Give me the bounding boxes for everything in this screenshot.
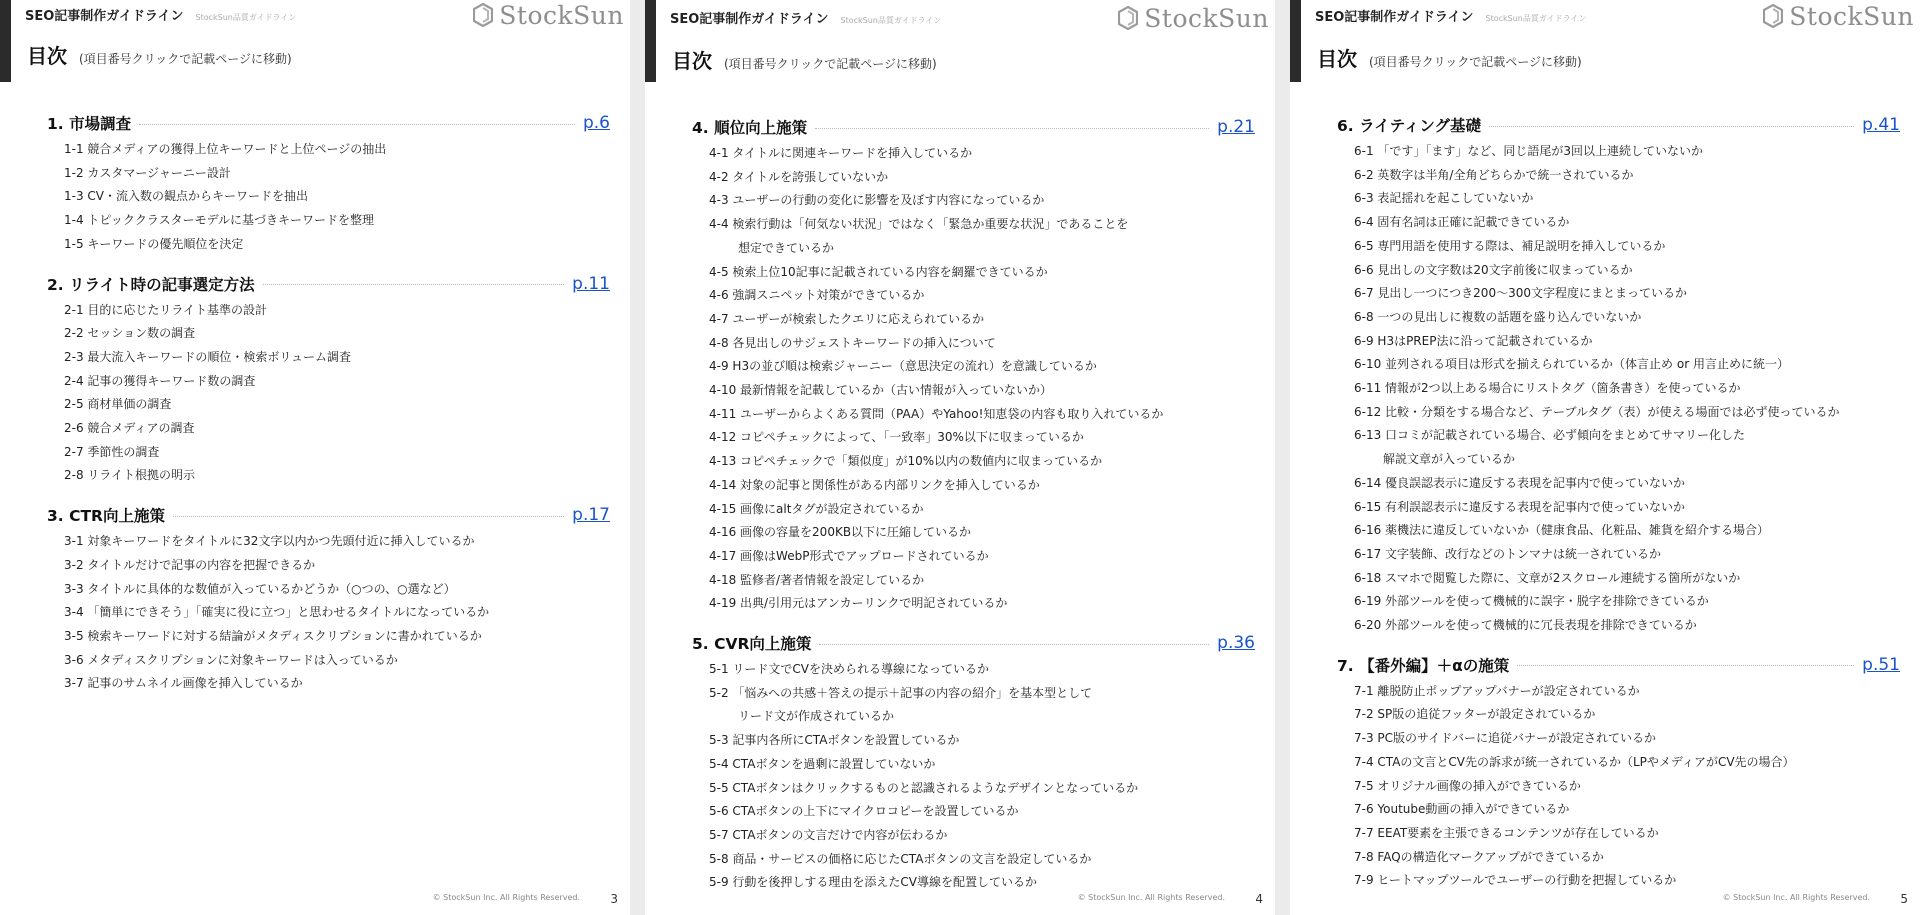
section-page-link[interactable]: p.17 [572, 505, 610, 526]
toc-item[interactable]: 5-3 記事内各所にCTAボタンを設置しているか [709, 733, 960, 748]
toc-item[interactable]: 3-7 記事のサムネイル画像を挿入しているか [64, 676, 303, 691]
toc-item[interactable]: 2-1 目的に応じたリライト基準の設計 [64, 302, 268, 317]
toc-item[interactable]: 1-5 キーワードの優先順位を決定 [64, 236, 244, 251]
toc-item[interactable]: 6-6 見出しの文字数は20文字前後に収まっているか [1354, 262, 1633, 277]
toc-item[interactable]: 5-1 リード文でCVを決められる導線になっているか [709, 662, 990, 677]
toc-item[interactable]: 6-11 情報が2つ以上ある場合にリストタグ（箇条書き）を使っているか [1354, 381, 1741, 396]
page-accent-bar [1290, 0, 1301, 82]
toc-item[interactable]: 5-6 CTAボタンの上下にマイクロコピーを設置しているか [709, 804, 1019, 819]
toc-item[interactable]: 6-17 文字装飾、改行などのトンマナは統一されているか [1354, 546, 1662, 561]
logo-hexagon-icon [1118, 6, 1138, 30]
toc-item[interactable]: 7-9 ヒートマップツールでユーザーの行動を把握しているか [1354, 873, 1677, 888]
toc-heading: 目次 (項目番号クリックで記載ページに移動) [27, 44, 292, 68]
toc-item[interactable]: 6-1 「です」「ます」など、同じ語尾が3回以上連続していないか [1354, 144, 1704, 158]
dot-leader [263, 284, 565, 285]
toc-section [1337, 112, 1900, 638]
section-title[interactable]: 1. 市場調査 [47, 115, 132, 133]
toc-item[interactable]: 4-5 検索上位10記事に記載されている内容を網羅できているか [709, 264, 1048, 279]
toc-item[interactable]: 6-13 口コミが記載されている場合、必ず傾向をまとめてサマリー化した [1354, 428, 1746, 443]
toc-item[interactable]: 3-5 検索キーワードに対する結論がメタディスクリプションに書かれているか [64, 628, 482, 643]
toc-item[interactable]: 7-5 オリジナル画像の挿入ができているか [1354, 778, 1581, 793]
toc-section [47, 502, 610, 696]
toc-item-list [692, 142, 1255, 616]
toc-item-continuation: 解説文章が入っているか [1383, 452, 1516, 467]
toc-item[interactable]: 6-19 外部ツールを使って機械的に誤字・脱字を排除できているか [1354, 594, 1709, 609]
toc-item[interactable]: 7-3 PC版のサイドバーに追従バナーが設定されているか [1354, 731, 1656, 746]
doc-header-title: SEO記事制作ガイドライン StockSun品質ガイドライン [25, 9, 297, 24]
toc-content [692, 114, 1255, 895]
doc-header-subtitle: StockSun品質ガイドライン [840, 16, 942, 25]
toc-item[interactable]: 6-15 有利誤認表示に違反する表現を記事内で使っていないか [1354, 499, 1686, 514]
section-page-link[interactable]: p.51 [1862, 654, 1900, 675]
stocksun-logo [1118, 3, 1269, 33]
dot-leader [1517, 665, 1854, 666]
toc-section [692, 630, 1255, 895]
toc-item[interactable]: 7-1 離脱防止ポップアップバナーが設定されているか [1354, 683, 1640, 698]
section-title[interactable]: 5. CVR向上施策 [692, 635, 812, 654]
toc-item-list [692, 658, 1255, 895]
doc-header-subtitle: StockSun品質ガイドライン [195, 13, 297, 22]
copyright-footer: © StockSun Inc. All Rights Reserved. [1077, 893, 1225, 902]
logo-text: StockSun [1789, 1, 1914, 31]
page-number: 4 [1255, 892, 1263, 906]
toc-item[interactable]: 2-8 リライト根拠の明示 [64, 468, 196, 483]
toc-item-list [47, 299, 610, 489]
toc-item[interactable]: 4-8 各見出しのサジェストキーワードの挿入について [709, 335, 996, 350]
toc-item[interactable]: 5-7 CTAボタンの文言だけで内容が伝わるか [709, 827, 948, 842]
toc-note: (項目番号クリックで記載ページに移動) [79, 52, 292, 66]
section-title[interactable]: 3. CTR向上施策 [47, 507, 165, 526]
dot-leader [1489, 126, 1854, 127]
stocksun-logo [473, 0, 624, 30]
toc-item[interactable]: 4-19 出典/引用元はアンカーリンクで明記されているか [709, 596, 1008, 611]
stocksun-logo [1763, 1, 1914, 31]
toc-item[interactable]: 7-8 FAQの構造化マークアップができているか [1354, 849, 1604, 864]
toc-item[interactable]: 6-10 並列される項目は形式を揃えられているか（体言止め or 用言止めに統一） [1354, 357, 1789, 372]
toc-content [47, 110, 610, 696]
toc-item[interactable]: 7-2 SP版の追従フッターが設定されているか [1354, 707, 1596, 722]
toc-item[interactable]: 7-7 EEAT要素を主張できるコンテンツが存在しているか [1354, 825, 1659, 840]
toc-item[interactable]: 5-4 CTAボタンを過剰に設置していないか [709, 756, 936, 771]
page-5 [1290, 0, 1920, 915]
section-title[interactable]: 4. 順位向上施策 [692, 119, 808, 137]
toc-item[interactable]: 4-13 コピペチェックで「類似度」が10%以内の数値内に収まっているか [709, 454, 1103, 469]
dot-leader [173, 516, 564, 517]
logo-text: StockSun [1144, 3, 1269, 33]
toc-item[interactable]: 4-6 強調スニペット対策ができているか [709, 288, 925, 303]
toc-item-list [47, 530, 610, 696]
page-accent-bar [0, 0, 11, 82]
toc-item[interactable]: 4-1 タイトルに関連キーワードを挿入しているか [709, 146, 973, 160]
copyright-footer: © StockSun Inc. All Rights Reserved. [432, 893, 580, 902]
toc-item[interactable]: 4-12 コピペチェックによって、「一致率」30%以下に収まっているか [709, 430, 1084, 445]
dot-leader [819, 644, 1209, 645]
toc-item-continuation: 想定できているか [738, 240, 835, 255]
toc-item[interactable]: 4-10 最新情報を記載しているか（古い情報が入っていないか） [709, 383, 1053, 398]
toc-note: (項目番号クリックで記載ページに移動) [724, 57, 937, 71]
toc-item[interactable]: 2-5 商材単価の調査 [64, 397, 172, 412]
page-4 [645, 0, 1275, 915]
toc-content [1337, 112, 1900, 893]
toc-item[interactable]: 4-16 画像の容量を200KB以下に圧縮しているか [709, 525, 972, 540]
toc-section [47, 110, 610, 257]
toc-item[interactable]: 6-4 固有名詞は正確に記載できているか [1354, 215, 1570, 230]
toc-item[interactable]: 6-12 比較・分類をする場合など、テーブルタグ（表）が使える場面では必ず使っているか [1354, 404, 1840, 419]
dot-leader [815, 128, 1209, 129]
toc-item[interactable]: 5-9 行動を後押しする理由を添えたCV導線を配置しているか [709, 875, 1038, 890]
toc-item[interactable]: 1-1 競合メディアの獲得上位キーワードと上位ページの抽出 [64, 142, 387, 156]
doc-header-title: SEO記事制作ガイドライン StockSun品質ガイドライン [1315, 10, 1587, 25]
toc-item[interactable]: 4-4 検索行動は「何気ない状況」ではなく「緊急か重要な状況」であることを [709, 217, 1129, 232]
toc-item[interactable]: 6-9 H3はPREP法に沿って記載されているか [1354, 333, 1593, 348]
toc-item[interactable]: 6-8 一つの見出しに複数の話題を盛り込んでいないか [1354, 309, 1642, 324]
doc-header-title: SEO記事制作ガイドライン StockSun品質ガイドライン [670, 12, 942, 27]
toc-item[interactable]: 7-6 Youtube動画の挿入ができているか [1354, 802, 1570, 817]
toc-item[interactable]: 2-6 競合メディアの調査 [64, 421, 195, 436]
toc-item-list [1337, 140, 1900, 638]
toc-item[interactable]: 1-3 CV・流入数の観点からキーワードを抽出 [64, 189, 309, 204]
toc-section [47, 271, 610, 489]
toc-item[interactable]: 4-7 ユーザーが検索したクエリに応えられているか [709, 311, 985, 326]
section-title[interactable]: 2. リライト時の記事選定方法 [47, 275, 255, 294]
toc-item[interactable]: 4-11 ユーザーからよくある質問（PAA）やYahoo!知恵袋の内容も取り入れているか [709, 406, 1164, 421]
toc-item[interactable]: 2-2 セッション数の調査 [64, 326, 196, 341]
toc-item[interactable]: 7-4 CTAの文言とCV先の訴求が統一されているか（LPやメディアがCV先の場合） [1354, 754, 1795, 769]
page-accent-bar [645, 0, 656, 82]
toc-item[interactable]: 4-9 H3の並び順は検索ジャーニー（意思決定の流れ）を意識しているか [709, 359, 1097, 374]
toc-item[interactable]: 4-2 タイトルを誇張していないか [709, 169, 889, 184]
page-number: 3 [610, 892, 618, 906]
logo-hexagon-icon [473, 3, 493, 27]
toc-item[interactable]: 1-2 カスタマージャーニー設計 [64, 165, 231, 180]
dot-leader [139, 124, 575, 125]
toc-item[interactable]: 4-3 ユーザーの行動の変化に影響を及ぼす内容になっているか [709, 193, 1045, 208]
toc-item[interactable]: 5-8 商品・サービスの価格に応じたCTAボタンの文言を設定しているか [709, 851, 1092, 866]
toc-item[interactable]: 5-5 CTAボタンはクリックするものと認識されるようなデザインとなっているか [709, 780, 1139, 795]
section-page-link[interactable]: p.21 [1217, 117, 1255, 137]
section-title[interactable]: 7. 【番外編】＋αの施策 [1337, 656, 1510, 675]
toc-item[interactable]: 3-3 タイトルに具体的な数値が入っているかどうか（○つの、○選など） [64, 581, 456, 596]
section-page-link[interactable]: p.41 [1862, 115, 1900, 135]
section-title[interactable]: 6. ライティング基礎 [1337, 117, 1482, 135]
toc-item[interactable]: 6-14 優良誤認表示に違反する表現を記事内で使っていないか [1354, 475, 1686, 490]
toc-heading: 目次 (項目番号クリックで記載ページに移動) [1317, 47, 1582, 71]
toc-section [1337, 652, 1900, 893]
doc-header-subtitle: StockSun品質ガイドライン [1485, 14, 1587, 23]
section-page-link[interactable]: p.36 [1217, 633, 1255, 654]
toc-item[interactable]: 4-18 監修者/著者情報を設定しているか [709, 572, 925, 587]
toc-item-list [47, 138, 610, 257]
toc-item[interactable]: 6-18 スマホで閲覧した際に、文章が2スクロール連続する箇所がないか [1354, 570, 1741, 585]
copyright-footer: © StockSun Inc. All Rights Reserved. [1722, 893, 1870, 902]
toc-section [692, 114, 1255, 616]
toc-item[interactable]: 6-5 専門用語を使用する際は、補足説明を挿入しているか [1354, 238, 1666, 253]
toc-item[interactable]: 3-1 対象キーワードをタイトルに32文字以内かつ先頭付近に挿入しているか [64, 534, 475, 549]
toc-item[interactable]: 4-15 画像にaltタグが設定されているか [709, 501, 924, 516]
toc-item[interactable]: 4-14 対象の記事と関係性がある内部リンクを挿入しているか [709, 477, 1040, 492]
toc-item[interactable]: 1-4 トピッククラスターモデルに基づきキーワードを整理 [64, 213, 374, 228]
section-page-link[interactable]: p.6 [582, 113, 610, 133]
toc-heading: 目次 (項目番号クリックで記載ページに移動) [672, 49, 937, 73]
toc-item[interactable]: 6-3 表記揺れを起こしていないか [1354, 191, 1534, 206]
toc-item[interactable]: 6-7 見出し一つにつき200〜300文字程度にまとまっているか [1354, 286, 1687, 301]
toc-item[interactable]: 5-2 「悩みへの共感＋答えの提示＋記事の内容の紹介」を基本型として [709, 685, 1093, 700]
page-number: 5 [1900, 892, 1908, 906]
toc-item-list [1337, 680, 1900, 893]
toc-item[interactable]: 6-2 英数字は半角/全角どちらかで統一されているか [1354, 167, 1634, 182]
toc-item[interactable]: 2-7 季節性の調査 [64, 444, 160, 459]
page-3 [0, 0, 630, 915]
logo-text: StockSun [499, 0, 624, 30]
toc-item[interactable]: 3-4 「簡単にできそう」「確実に役に立つ」と思わせるタイトルになっているか [64, 605, 490, 620]
toc-item-continuation: リード文が作成されているか [738, 709, 895, 724]
toc-item[interactable]: 6-16 薬機法に違反していないか（健康食品、化粧品、雑貨を紹介する場合） [1354, 523, 1770, 538]
toc-item[interactable]: 3-6 メタディスクリプションに対象キーワードは入っているか [64, 652, 398, 667]
toc-item[interactable]: 6-20 外部ツールを使って機械的に冗長表現を排除できているか [1354, 618, 1697, 633]
toc-item[interactable]: 3-2 タイトルだけで記事の内容を把握できるか [64, 557, 316, 572]
toc-item[interactable]: 2-4 記事の獲得キーワード数の調査 [64, 373, 256, 388]
toc-item[interactable]: 4-17 画像はWebP形式でアップロードされているか [709, 548, 989, 563]
toc-note: (項目番号クリックで記載ページに移動) [1369, 55, 1582, 69]
section-page-link[interactable]: p.11 [572, 273, 610, 294]
toc-item[interactable]: 2-3 最大流入キーワードの順位・検索ボリューム調査 [64, 349, 352, 364]
logo-hexagon-icon [1763, 4, 1783, 28]
